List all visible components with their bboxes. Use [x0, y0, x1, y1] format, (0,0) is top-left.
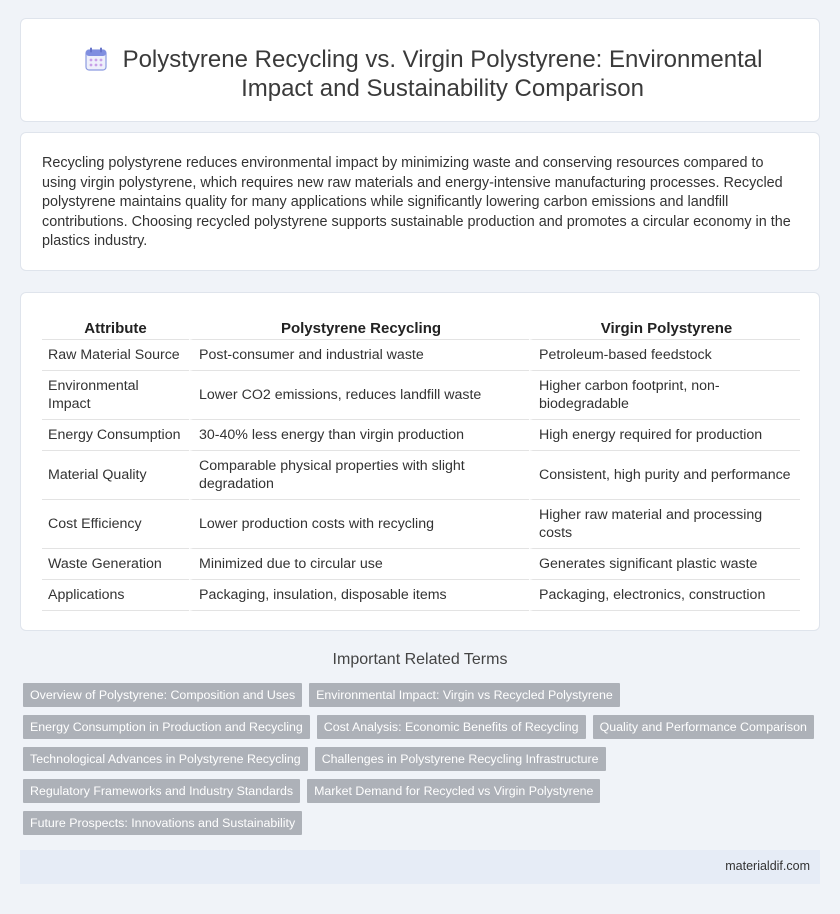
table-cell: High energy required for production: [529, 420, 800, 451]
related-term-tag[interactable]: Cost Analysis: Economic Benefits of Recycling: [317, 715, 586, 739]
table-cell: Lower CO2 emissions, reduces landfill waste: [189, 371, 529, 420]
table-cell: Raw Material Source: [42, 340, 189, 371]
title-card: [20, 18, 820, 122]
table-cell: Higher raw material and processing costs: [529, 500, 800, 549]
column-header: Polystyrene Recycling: [189, 314, 529, 340]
tag-row: [23, 715, 807, 739]
table-cell: Higher carbon footprint, non-biodegradable: [529, 371, 800, 420]
column-header: Attribute: [42, 314, 189, 340]
related-terms-heading: Important Related Terms: [332, 651, 508, 668]
site-credit[interactable]: materialdif.com: [725, 859, 810, 873]
table-cell: Environmental Impact: [42, 371, 189, 420]
related-term-tag[interactable]: Energy Consumption in Production and Recycling: [23, 715, 310, 739]
related-term-tag[interactable]: Challenges in Polystyrene Recycling Infrastructure: [315, 747, 606, 771]
table-cell: Cost Efficiency: [42, 500, 189, 549]
table-cell: Packaging, insulation, disposable items: [189, 580, 529, 611]
related-term-tag[interactable]: Overview of Polystyrene: Composition and Uses: [23, 683, 302, 707]
column-header: Virgin Polystyrene: [529, 314, 800, 340]
table-cell: 30-40% less energy than virgin production: [189, 420, 529, 451]
table-row: [42, 420, 800, 451]
table-row: [42, 580, 800, 611]
table-row: [42, 451, 800, 500]
tag-row: [23, 779, 803, 803]
table-cell: Waste Generation: [42, 549, 189, 580]
table-cell: Post-consumer and industrial waste: [189, 340, 529, 371]
table-cell: Generates significant plastic waste: [529, 549, 800, 580]
related-term-tag[interactable]: Quality and Performance Comparison: [593, 715, 814, 739]
footer-bar: [20, 850, 820, 884]
table-cell: Comparable physical properties with slight degradation: [189, 451, 529, 500]
tag-row: [23, 811, 803, 835]
table-row: [42, 340, 800, 371]
comparison-table: [42, 314, 800, 611]
tag-row: [23, 747, 803, 771]
related-term-tag[interactable]: Technological Advances in Polystyrene Recycling: [23, 747, 308, 771]
intro-paragraph: Recycling polystyrene reduces environmental impact by minimizing waste and conserving resources compared to using virgin polystyrene, which requires new raw materials and energy-intensive manufacturing processes. Recycled polystyrene maintains quality for many applications while significantly lowering carbon emissions and landfill contributions. Choosing recycled polystyrene supports sustainable production and promotes a circular economy in the plastics industry.: [42, 155, 791, 250]
table-row: [42, 500, 800, 549]
table-row: [42, 549, 800, 580]
table-cell: Packaging, electronics, construction: [529, 580, 800, 611]
tag-row: [23, 683, 803, 707]
table-cell: Consistent, high purity and performance: [529, 451, 800, 500]
table-cell: Minimized due to circular use: [189, 549, 529, 580]
intro-card: [20, 132, 820, 271]
table-cell: Material Quality: [42, 451, 189, 500]
related-term-tag[interactable]: Future Prospects: Innovations and Sustainability: [23, 811, 302, 835]
related-term-tag[interactable]: Environmental Impact: Virgin vs Recycled Polystyrene: [309, 683, 620, 707]
table-cell: Applications: [42, 580, 189, 611]
page-title: Polystyrene Recycling vs. Virgin Polystyrene: Environmental Impact and Sustainability Comparison: [122, 46, 763, 102]
related-term-tag[interactable]: Regulatory Frameworks and Industry Standards: [23, 779, 300, 803]
table-cell: Lower production costs with recycling: [189, 500, 529, 549]
related-terms-list: [23, 683, 807, 843]
related-term-tag[interactable]: Market Demand for Recycled vs Virgin Polystyrene: [307, 779, 600, 803]
table-header-row: [42, 314, 800, 340]
comparison-card: [20, 292, 820, 631]
table-cell: Petroleum-based feedstock: [529, 340, 800, 371]
table-row: [42, 371, 800, 420]
table-cell: Energy Consumption: [42, 420, 189, 451]
